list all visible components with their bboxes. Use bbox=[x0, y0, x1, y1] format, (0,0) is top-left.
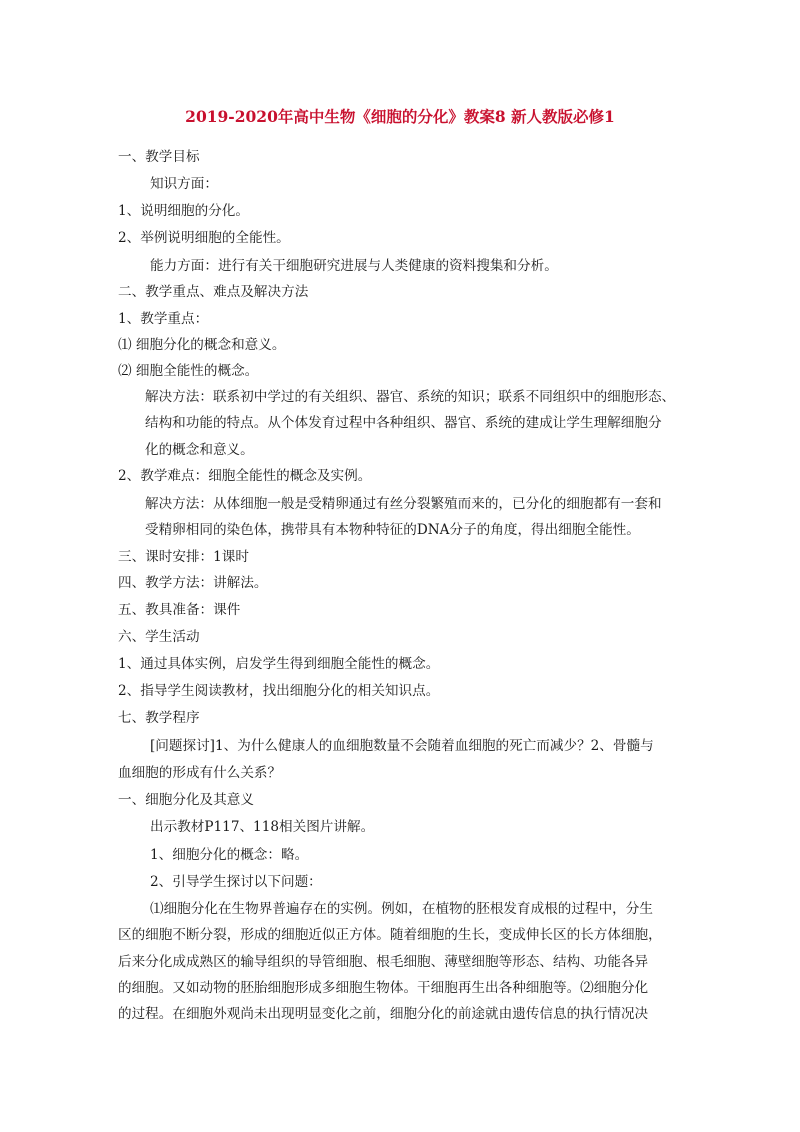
text-line: 出示教材P117、118相关图片讲解。 bbox=[150, 819, 375, 835]
text-line: 知识方面： bbox=[150, 176, 218, 192]
text-line: 受精卵相同的染色体，携带具有本物种特征的DNA分子的角度，得出细胞全能性。 bbox=[145, 522, 640, 538]
text-line: ⑴ 细胞分化的概念和意义。 bbox=[118, 337, 286, 353]
text-line: 1、说明细胞的分化。 bbox=[118, 203, 249, 219]
text-line: 的过程。在细胞外观尚未出现明显变化之前，细胞分化的前途就由遗传信息的执行情况决 bbox=[118, 1006, 649, 1022]
text-line: 2、举例说明细胞的全能性。 bbox=[118, 230, 290, 246]
text-line: 五、教具准备：课件 bbox=[118, 602, 241, 618]
text-line: 1、教学重点： bbox=[118, 311, 209, 327]
text-line: 三、课时安排：1课时 bbox=[118, 549, 249, 565]
text-line: 七、教学程序 bbox=[118, 710, 200, 726]
text-line: ⑴细胞分化在生物界普遍存在的实例。例如，在植物的胚根发育成根的过程中，分生 bbox=[150, 901, 653, 917]
text-line: 2、引导学生探讨以下问题： bbox=[150, 874, 322, 890]
text-line: 二、教学重点、难点及解决方法 bbox=[118, 284, 309, 300]
text-line: 一、细胞分化及其意义 bbox=[118, 792, 254, 808]
text-line: 2、指导学生阅读教材，找出细胞分化的相关知识点。 bbox=[118, 683, 440, 699]
text-line: 一、教学目标 bbox=[118, 149, 200, 165]
text-line: 区的细胞不断分裂，形成的细胞近似正方体。随着细胞的生长，变成伸长区的长方体细胞， bbox=[118, 927, 662, 943]
text-line: [问题探讨]1、为什么健康人的血细胞数量不会随着血细胞的死亡而减少？2、骨髓与 bbox=[150, 738, 654, 754]
text-line: 后来分化成成熟区的输导组织的导管细胞、根毛细胞、薄壁细胞等形态、结构、功能各异 bbox=[118, 954, 649, 970]
text-line: ⑵ 细胞全能性的概念。 bbox=[118, 363, 259, 379]
text-line: 能力方面：进行有关干细胞研究进展与人类健康的资料搜集和分析。 bbox=[150, 258, 558, 274]
document-title: 2019-2020年高中生物《细胞的分化》教案8 新人教版必修1 bbox=[185, 107, 615, 126]
text-line: 化的概念和意义。 bbox=[145, 442, 254, 458]
text-line: 2、教学难点：细胞全能性的概念及实例。 bbox=[118, 468, 372, 484]
text-line: 六、学生活动 bbox=[118, 629, 200, 645]
text-line: 解决方法：从体细胞一般是受精卵通过有丝分裂繁殖而来的，已分化的细胞都有一套和 bbox=[145, 496, 662, 512]
text-line: 的细胞。又如动物的胚胎细胞形成多细胞生物体。干细胞再生出各种细胞等。⑵细胞分化 bbox=[118, 980, 649, 996]
text-line: 结构和功能的特点。从个体发育过程中各种组织、器官、系统的建成让学生理解细胞分 bbox=[145, 415, 662, 431]
text-line: 解决方法：联系初中学过的有关组织、器官、系统的知识；联系不同组织中的细胞形态、 bbox=[145, 389, 676, 405]
text-line: 四、教学方法：讲解法。 bbox=[118, 575, 268, 591]
text-line: 血细胞的形成有什么关系？ bbox=[118, 765, 282, 781]
text-line: 1、细胞分化的概念：略。 bbox=[150, 847, 309, 863]
text-line: 1、通过具体实例，启发学生得到细胞全能性的概念。 bbox=[118, 656, 440, 672]
